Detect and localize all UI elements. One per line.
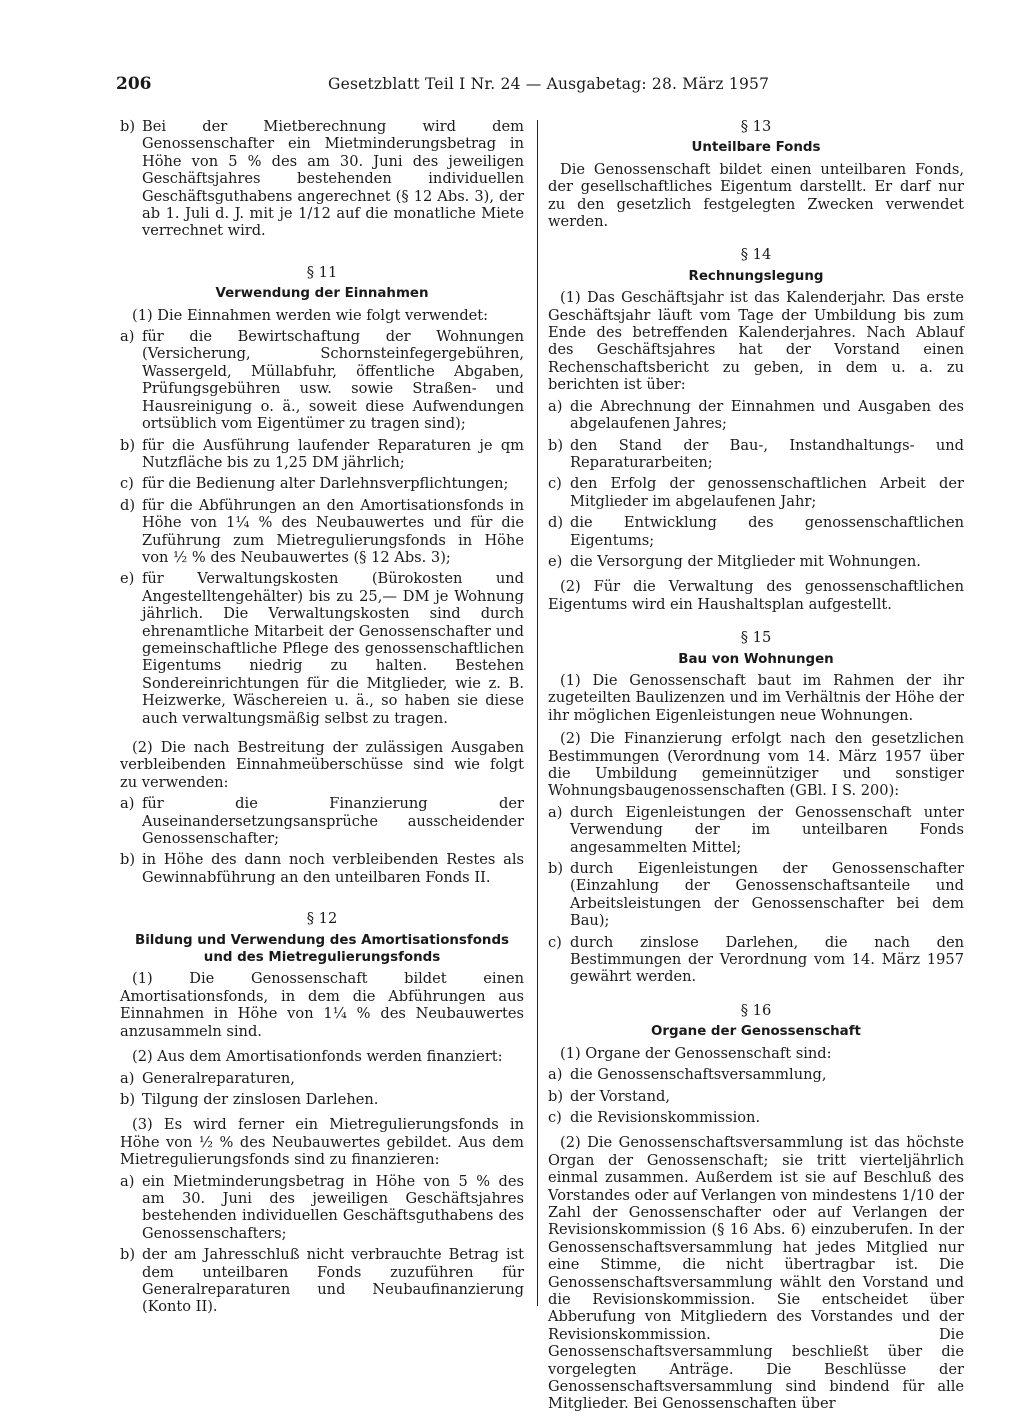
item-label: c)	[548, 475, 562, 493]
paragraph: Die Genossenschaft bildet einen unteilbaren Fonds, der gesellschaftliches Eigentum darstellt. Er darf nur zu den gesetzlich festgelegten Zwecken verwendet werden.	[548, 160, 964, 231]
paragraph: (2) Für die Verwaltung des genossenschaftlichen Eigentums wird ein Haushaltsplan aufgestellt.	[548, 578, 964, 613]
item-label: d)	[548, 514, 564, 532]
paragraph: (2) Die Genossenschaftsversammlung ist das höchste Organ der Genossenschaft; sie tritt vierteljährlich einmal zusammen. Außerdem ist sie auf Beschluß des Vorstandes oder auf Verlangen von mindestens 1/10 der Zahl der Genossenschafter oder auf Verlangen der Revisionskommission (§ 16 Abs. 6) einzuberufen. In der Genossenschaftsversammlung hat jedes Mitglied nur eine Stimme, die nicht übertragbar ist. Die Genossenschaftsversammlung wählt den Vorstand und die Revisionskommission. Sie entscheidet über Abberufung von Mitgliedern des Vorstandes und der Revisionskommission. Die Genossenschaftsversammlung beschließt über die vorgelegten Anträge. Die Beschlüsse der Genossenschaftsversammlung sind bindend für alle Mitglieder. Bei Genossenschaften über	[548, 1134, 964, 1413]
item-label: b)	[120, 436, 136, 454]
list-item	[120, 1091, 524, 1108]
section-title: Organe der Genossenschaft	[651, 1024, 861, 1040]
list-item	[548, 1066, 964, 1083]
item-label: b)	[548, 860, 564, 878]
section-number: § 15	[740, 629, 772, 647]
item-label: e)	[120, 570, 135, 588]
section-number: § 14	[740, 246, 772, 264]
item-label: b)	[120, 1246, 136, 1264]
paragraph: (1) Organe der Genossenschaft sind:	[560, 1044, 832, 1062]
list-item	[548, 804, 964, 856]
list-item	[120, 570, 524, 727]
item-label: b)	[548, 1087, 564, 1105]
item-text: den Stand der Bau-, Instandhaltungs- und Reparaturarbeiten;	[570, 436, 964, 471]
item-label: c)	[120, 475, 134, 493]
item-label: b)	[120, 1090, 136, 1108]
section-title: Bildung und Verwendung des Amortisationsfonds	[134, 932, 510, 948]
item-label: a)	[548, 397, 563, 415]
list-item	[548, 475, 964, 510]
item-label: c)	[548, 933, 562, 951]
paragraph: (2) Die Finanzierung erfolgt nach den gesetzlichen Bestimmungen (Verordnung vom 14. März 1957 über die Umbildung gemeinnütziger und sonstiger Wohnungsbaugenossenschaften (GBl. I S. 200):	[548, 730, 964, 800]
item-label: b)	[120, 851, 136, 869]
page-number: 206	[116, 74, 152, 94]
item-text: Bei der Mietberechnung wird dem Genossenschafter ein Mietminderungsbetrag in Höhe von 5 % des am 30. Juni des jeweiligen Geschäftsjahres bestehenden individuellen Geschäftsguthabens angerechnet (§ 12 Abs. 3), der ab 1. Juli d. J. mit je 1/12 auf die monatliche Miete verrechnet wird.	[142, 118, 524, 240]
list-item	[548, 934, 964, 986]
list-item	[548, 398, 964, 433]
list-item	[548, 553, 964, 570]
section-title-line2: und des Mietregulierungsfonds	[203, 950, 441, 966]
item-label: a)	[120, 795, 135, 813]
item-text: die Revisionskommission.	[570, 1108, 761, 1126]
item-text: für die Finanzierung der Auseinandersetzungsansprüche ausscheidender Genossenschafter;	[142, 795, 524, 848]
section-title: Rechnungslegung	[688, 268, 824, 284]
list-item	[548, 1088, 964, 1105]
section-number: § 16	[740, 1001, 772, 1019]
item-text: die Versorgung der Mitglieder mit Wohnungen.	[570, 552, 921, 570]
list-item	[548, 860, 964, 930]
item-label: a)	[120, 328, 135, 346]
item-text: in Höhe des dann noch verbleibenden Restes als Gewinnabführung an den unteilbaren Fonds II.	[142, 851, 524, 886]
paragraph: (2) Aus dem Amortisationfonds werden finanziert:	[132, 1048, 503, 1066]
item-text: für Verwaltungskosten (Bürokosten und Angestelltengehälter) bis zu 25,— DM je Wohnung jährlich. Die Verwaltungskosten sind durch ehrenamtliche Mitarbeit der Genossenschafter und gemeinschaftliche Pflege des genossenschaftlichen Eigentums niedrig zu halten. Bestehen Sondereinrichtungen für die Mitglieder, wie z. B. Heizwerke, Wäschereien u. ä., so haben sie diese auch verwaltungsmäßig selbst zu tragen.	[142, 570, 524, 727]
list-item	[548, 437, 964, 472]
list-item	[548, 514, 964, 549]
page-header	[116, 76, 966, 102]
paragraph: (3) Es wird ferner ein Mietregulierungsfonds in Höhe von ½ % des Neubauwertes gebildet. Aus dem Mietregulierungsfonds sind zu finanzieren:	[120, 1116, 524, 1169]
item-label: d)	[120, 496, 136, 514]
item-text: für die Bedienung alter Darlehnsverpflichtungen;	[142, 475, 509, 493]
item-label: b)	[548, 436, 564, 454]
item-text: durch Eigenleistungen der Genossenschaft unter Verwendung der im unteilbaren Fonds angesammelten Mittel;	[570, 803, 964, 856]
paragraph: (1) Das Geschäftsjahr ist das Kalenderjahr. Das erste Geschäftsjahr läuft vom Tage der Umbildung bis zum Ende des betreffenden Kalenderjahres. Nach Ablauf des Geschäftsjahres hat der Vorstand einen Rechenschaftsbericht zu geben, in dem u. a. zu berichten ist über:	[548, 289, 964, 394]
item-label: a)	[548, 1066, 563, 1084]
list-item	[548, 1109, 964, 1126]
right-column	[548, 118, 964, 1413]
list-item	[120, 497, 524, 567]
list-item	[120, 795, 524, 847]
section-number: § 13	[740, 118, 772, 135]
section-title: Bau von Wohnungen	[678, 651, 834, 667]
item-text: für die Ausführung laufender Reparaturen je qm Nutzfläche bis zu 1,25 DM jährlich;	[142, 436, 524, 471]
list-item	[120, 118, 524, 240]
item-text: ein Mietminderungsbetrag in Höhe von 5 % des am 30. Juni des jeweiligen Geschäftsjahres bestehenden individuellen Geschäftsguthabens des Genossenschafters;	[142, 1172, 524, 1242]
list-item	[120, 328, 524, 432]
column-divider	[537, 120, 538, 1306]
item-text: der Vorstand,	[570, 1087, 670, 1105]
item-label: a)	[120, 1172, 135, 1190]
section-title: Verwendung der Einnahmen	[215, 286, 429, 302]
section-title: Unteilbare Fonds	[691, 140, 821, 156]
item-label: b)	[120, 118, 136, 135]
item-label: c)	[548, 1108, 562, 1126]
item-text: durch Eigenleistungen der Genossenschafter (Einzahlung der Genossenschaftsanteile und Arbeitsleistungen der Genossenschafter bei dem Bau);	[570, 860, 964, 930]
item-label: a)	[120, 1069, 135, 1087]
paragraph: (1) Die Genossenschaft baut im Rahmen der ihr zugeteilten Baulizenzen und im Verhältnis der Höhe der ihr möglichen Eigenleistungen neue Wohnungen.	[548, 671, 964, 724]
list-item	[120, 437, 524, 472]
item-label: a)	[548, 803, 563, 821]
item-text: für die Bewirtschaftung der Wohnungen (Versicherung, Schornsteinfegergebühren, Wassergeld, Müllabfuhr, öffentliche Abgaben, Prüfungsgebühren usw. sowie Straßen- und Hausreinigung o. ä., soweit diese Aufwendungen ortsüblich vom Eigentümer zu tragen sind);	[142, 328, 524, 433]
item-text: die Entwicklung des genossenschaftlichen Eigentums;	[570, 514, 964, 549]
item-text: für die Abführungen an den Amortisationsfonds in Höhe von 1¼ % des Neubauwertes und für die Zuführung zum Mietregulierungsfonds in Höhe von ½ % des Neubauwertes (§ 12 Abs. 3);	[142, 496, 524, 566]
section-number: § 12	[306, 910, 338, 928]
item-text: durch zinslose Darlehen, die nach den Bestimmungen der Verordnung vom 14. März 1957 gewährt werden.	[570, 933, 964, 986]
item-text: die Genossenschaftsversammlung,	[570, 1066, 827, 1084]
item-label: e)	[548, 552, 563, 570]
paragraph: (1) Die Genossenschaft bildet einen Amortisationsfonds, in dem die Abführungen aus Einnahmen in Höhe von 1¼ % des Neubauwertes anzusammeln sind.	[120, 970, 524, 1040]
list-item	[120, 851, 524, 886]
list-item	[120, 475, 524, 492]
list-item	[120, 1070, 524, 1087]
item-text: Generalreparaturen,	[142, 1069, 295, 1087]
paragraph: (1) Die Einnahmen werden wie folgt verwendet:	[132, 306, 489, 324]
list-item	[120, 1173, 524, 1243]
item-text: den Erfolg der genossenschaftlichen Arbeit der Mitglieder im abgelaufenen Jahr;	[570, 475, 964, 510]
item-text: Tilgung der zinslosen Darlehen.	[142, 1090, 379, 1108]
header-title: Gesetzblatt Teil I Nr. 24 — Ausgabetag: 28. März 1957	[328, 75, 770, 93]
item-text: der am Jahresschluß nicht verbrauchte Betrag ist dem unteilbaren Fonds zuzuführen für Generalreparaturen und Neubaufinanzierung (Konto II).	[142, 1246, 524, 1316]
left-column	[120, 118, 524, 1316]
paragraph: (2) Die nach Bestreitung der zulässigen Ausgaben verbleibenden Einnahmeüberschüsse sind wie folgt zu verwenden:	[120, 739, 524, 791]
list-item	[120, 1246, 524, 1316]
section-number: § 11	[306, 263, 338, 281]
item-text: die Abrechnung der Einnahmen und Ausgaben des abgelaufenen Jahres;	[570, 397, 964, 433]
